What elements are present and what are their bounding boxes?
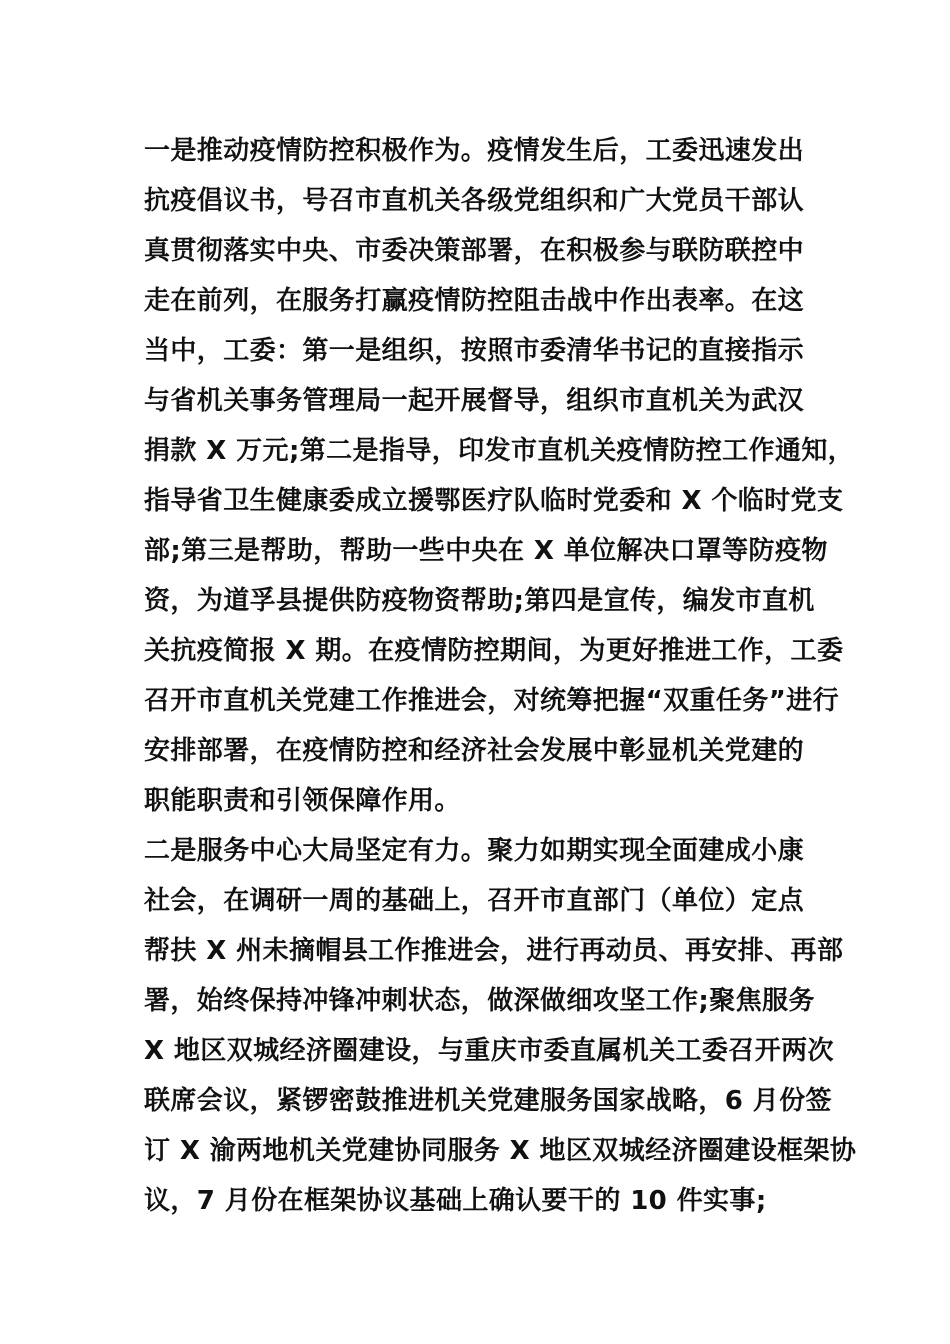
text-line: 与省机关事务管理局一起开展督导，组织市直机关为武汉 [144, 386, 805, 416]
text-line: 署，始终保持冲锋冲刺状态，做深做细攻坚工作;聚焦服务 [144, 986, 815, 1016]
text-line: 社会，在调研一周的基础上，召开市直部门（单位）定点 [144, 886, 805, 916]
text-line: 二是服务中心大局坚定有力。聚力如期实现全面建成小康 [144, 836, 805, 866]
text-line: 联席会议，紧锣密鼓推进机关党建服务国家战略，6 月份签 [144, 1086, 832, 1116]
text-line: 部;第三是帮助，帮助一些中央在 X 单位解决口罩等防疫物 [144, 536, 828, 566]
text-line: 安排部署，在疫情防控和经济社会发展中彰显机关党建的 [144, 736, 805, 766]
text-line: 走在前列，在服务打赢疫情防控阻击战中作出表率。在这 [144, 286, 805, 316]
text-line: 捐款 X 万元;第二是指导，印发市直机关疫情防控工作通知， [144, 436, 855, 466]
text-line: 资，为道孚县提供防疫物资帮助;第四是宣传，编发市直机 [144, 586, 815, 616]
text-line: X 地区双城经济圈建设，与重庆市委直属机关工委召开两次 [144, 1036, 834, 1066]
text-line: 指导省卫生健康委成立援鄂医疗队临时党委和 X 个临时党支 [144, 486, 844, 516]
text-line: 关抗疫简报 X 期。在疫情防控期间，为更好推进工作，工委 [144, 636, 844, 666]
text-line: 帮扶 X 州未摘帽县工作推进会，进行再动员、再安排、再部 [144, 936, 844, 966]
text-line: 一是推动疫情防控积极作为。疫情发生后，工委迅速发出 [144, 136, 805, 166]
text-line: 议，7 月份在框架协议基础上确认要干的 10 件实事; [144, 1186, 767, 1216]
text-line: 职能职责和引领保障作用。 [144, 786, 461, 816]
text-line: 真贯彻落实中央、市委决策部署，在积极参与联防联控中 [144, 236, 805, 266]
text-line: 召开市直机关党建工作推进会，对统筹把握“双重任务”进行 [144, 686, 839, 716]
text-line: 订 X 渝两地机关党建协同服务 X 地区双城经济圈建设框架协 [144, 1136, 857, 1166]
text-line: 抗疫倡议书，号召市直机关各级党组织和广大党员干部认 [144, 186, 805, 216]
text-line: 当中，工委：第一是组织，按照市委清华书记的直接指示 [144, 336, 805, 366]
body-text [144, 126, 857, 1226]
